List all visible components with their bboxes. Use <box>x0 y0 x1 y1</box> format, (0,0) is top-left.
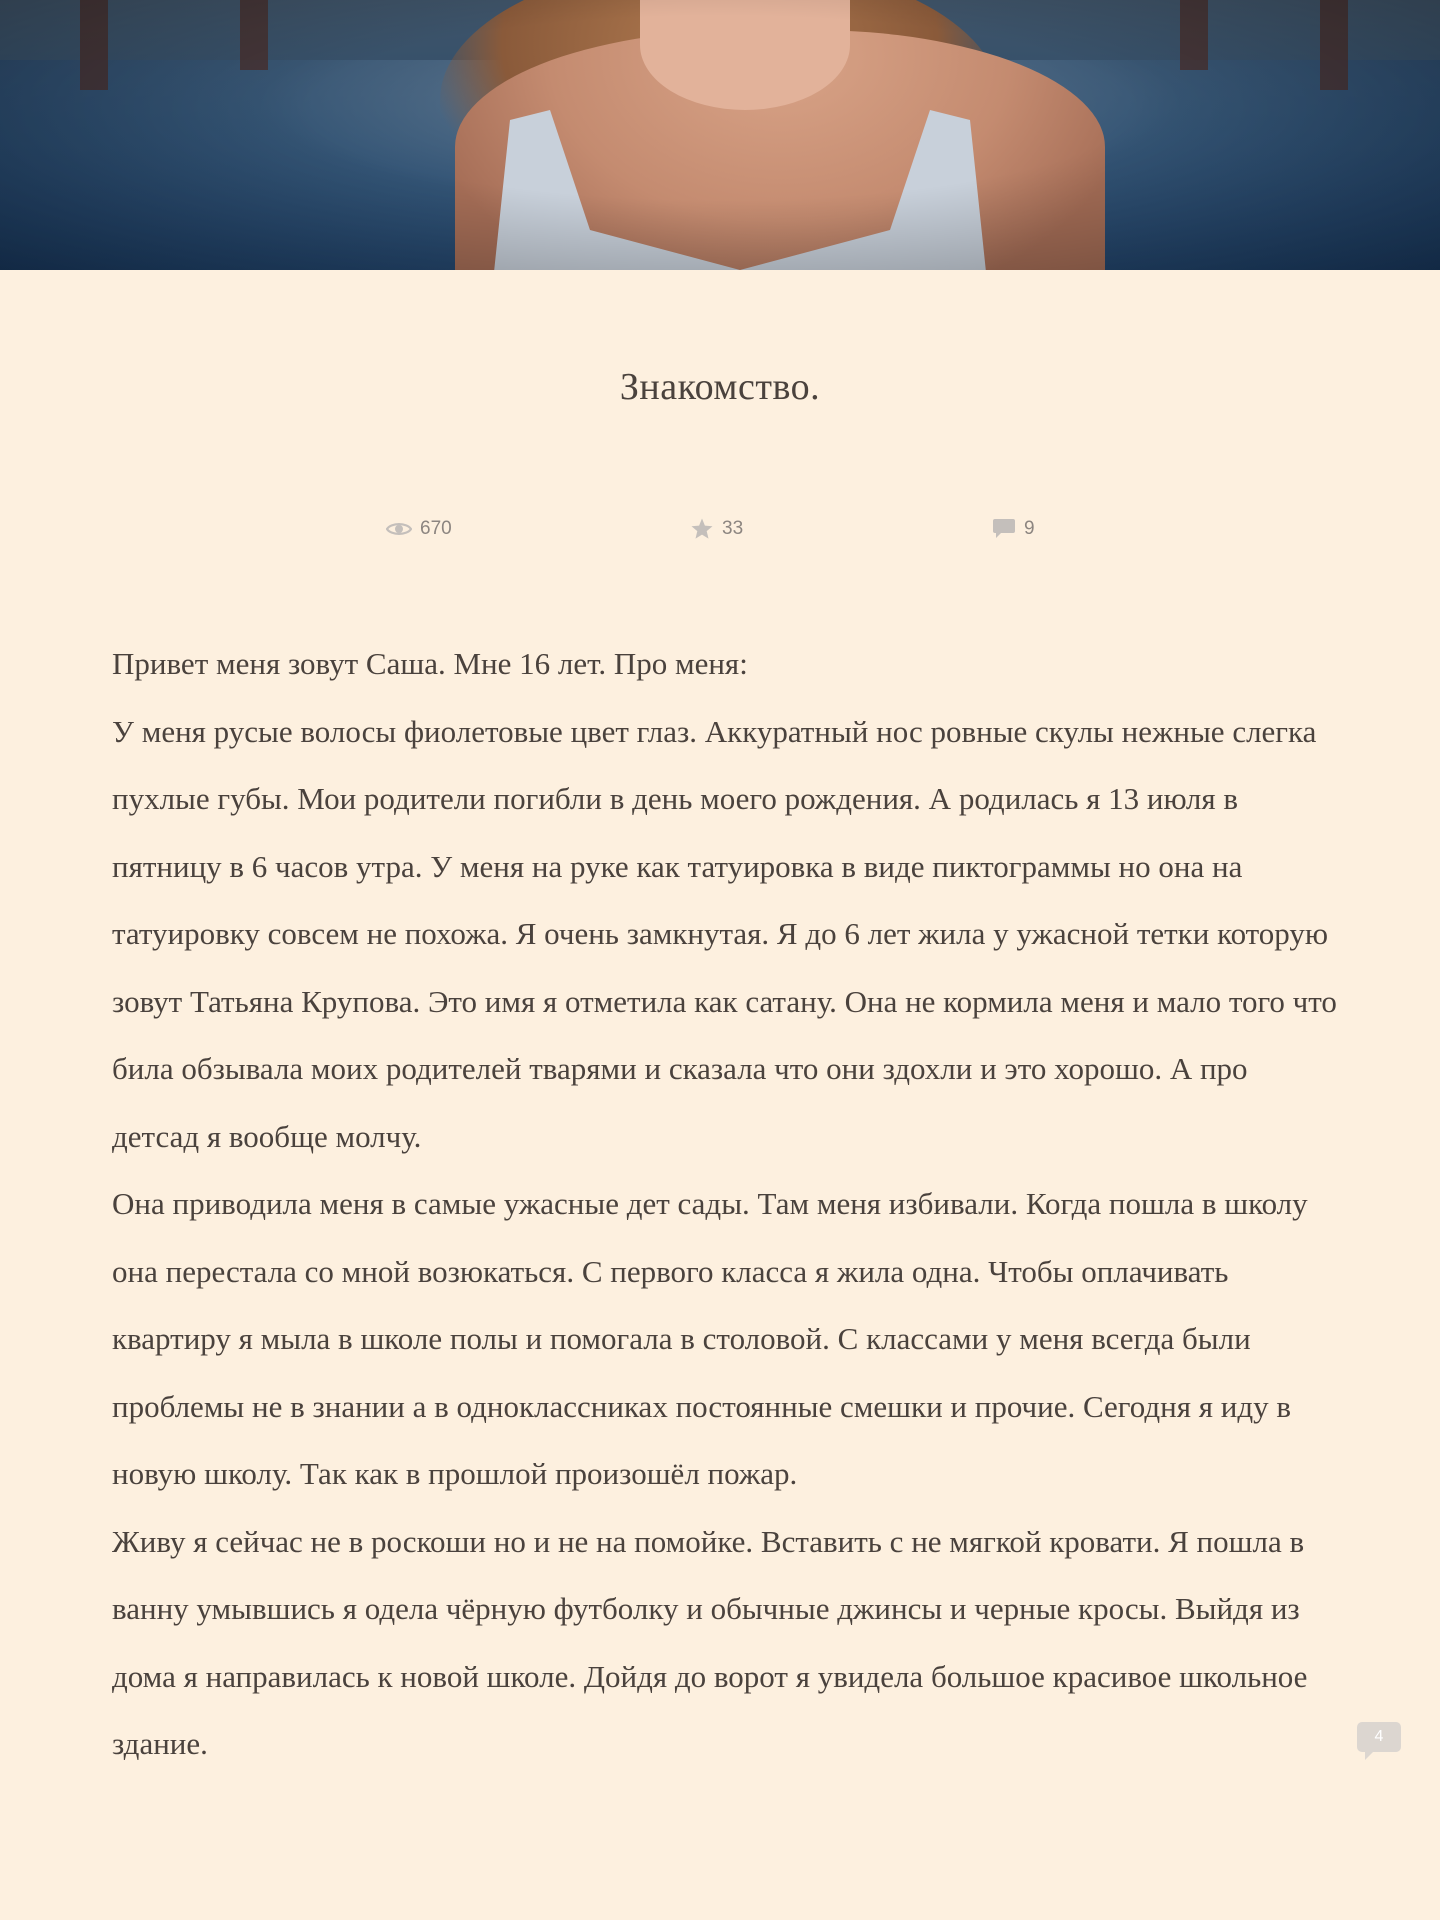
comment-bubble-tail <box>1365 1750 1375 1760</box>
comments-stat[interactable] <box>992 514 1035 544</box>
inline-comments-count: 4 <box>1374 1728 1384 1745</box>
comments-count: 9 <box>1024 518 1035 539</box>
cover-image <box>0 0 1440 270</box>
comment-icon <box>992 518 1016 540</box>
story-text <box>112 630 1342 1778</box>
star-icon <box>690 517 714 541</box>
story-paragraph: Привет меня зовут Саша. Мне 16 лет. Про меня: <box>112 646 748 681</box>
story-paragraph: У меня русые волосы фиолетовые цвет глаз. Аккуратный нос ровные скулы нежные слегка пухлые губы. Мои родители погибли в день моего рождения. А родилась я 13 июля в пятницу в 6 часов утра. У меня на руке как татуировка в виде пиктограммы но она на татуировку совсем не похожа. Я очень замкнутая. Я до 6 лет жила у ужасной тетки которую зовут Татьяна Крупова. Это имя я отметила как сатану. Она не кормила меня и мало того что била обзывала моих родителей тварями и сказала что они здохли и это хорошо. А про детсад я вообще молчу. <box>112 713 1337 1154</box>
views-count: 670 <box>420 518 452 539</box>
comment-bubble-icon <box>1357 1722 1401 1752</box>
eye-icon <box>386 521 412 537</box>
story-paragraph: Живу я сейчас не в роскоши но и не на помойке. Вставить с не мягкой кровати. Я пошла в ванну умывшись я одела чёрную футболку и обычные джинсы и черные кросы. Выйдя из дома я направилась к новой школе. Дойдя до ворот я увидела большое красивое школьное здание. <box>112 1523 1308 1761</box>
views-stat <box>386 514 452 544</box>
cover-vignette <box>0 0 1440 270</box>
chapter-title: Знакомство. <box>619 366 821 408</box>
chapter-stats <box>0 514 1440 544</box>
story-paragraph: Она приводила меня в самые ужасные дет сады. Там меня избивали. Когда пошла в школу она перестала со мной возюкаться. С первого класса я жила одна. Чтобы оплачивать квартиру я мыла в школе полы и помогала в столовой. С классами у меня всегда были проблемы не в знании а в одноклассниках постоянные смешки и прочие. Сегодня я иду в новую школу. Так как в прошлой произошёл пожар. <box>112 1186 1308 1491</box>
likes-stat[interactable] <box>690 514 743 544</box>
likes-count: 33 <box>722 518 744 539</box>
inline-comments-button[interactable] <box>1357 1722 1401 1758</box>
